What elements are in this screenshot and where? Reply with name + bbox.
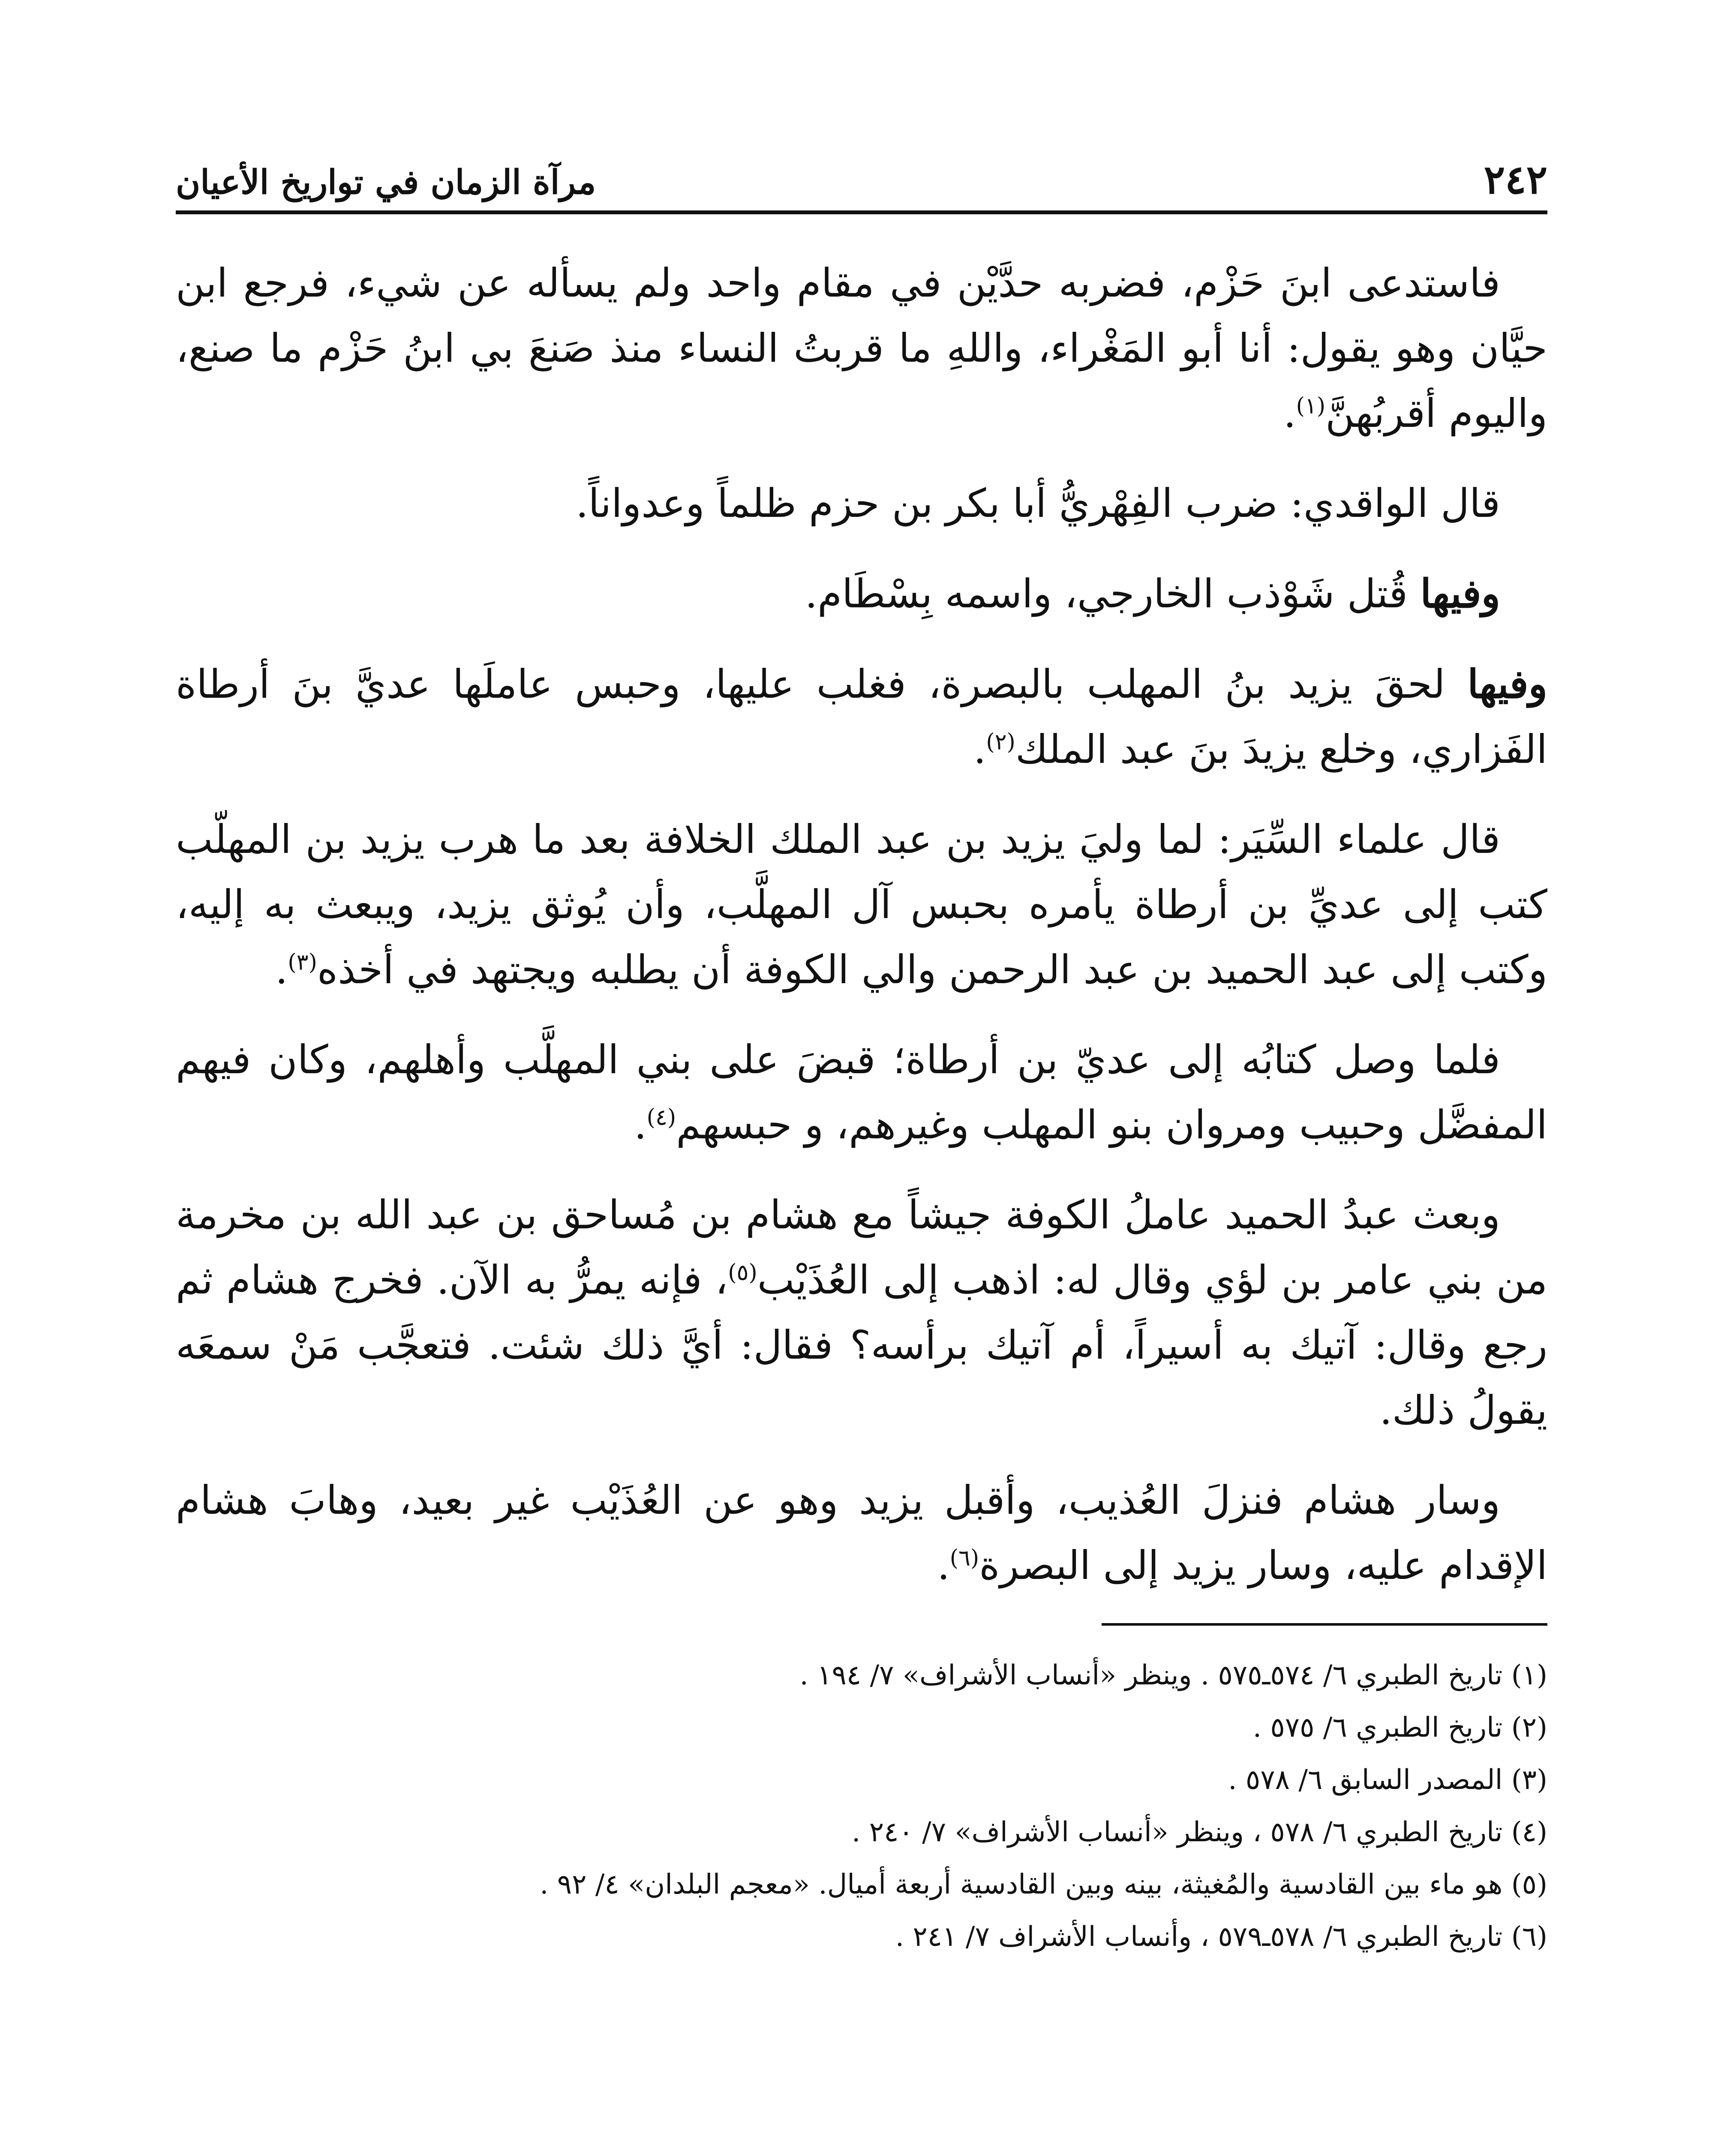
book-page	[176, 129, 1547, 2143]
paragraph-text: قال الواقدي: ضرب الفِهْريُّ أبا بكر بن حزم ظلماً وعدواناً.	[576, 480, 1500, 526]
paragraph-text: قال علماء السِّيَر: لما وليَ يزيد بن عبد الملك الخلافة بعد ما هرب يزيد بن المهلّب كتب إلى عديِّ بن أرطاة يأمره بحبس آل المهلَّب، وأن يُوثق يزيد، ويبعث به إليه، وكتب إلى عبد الحميد بن عبد الرحمن والي الكوفة أن يطلبه ويجتهد في أخذه	[176, 816, 1547, 993]
paragraph-text: فلما وصل كتابُه إلى عديّ بن أرطاة؛ قبضَ على بني المهلَّب وأهلهم، وكان فيهم المفضَّل وحبيب ومروان بنو المهلب وغيرهم، و حبسهم	[176, 1037, 1547, 1148]
paragraph-end: .	[1283, 390, 1296, 436]
paragraph-text: وبعث عبدُ الحميد عاملُ الكوفة جيشاً مع هشام بن مُساحق بن عبد الله بن مخرمة من بني عامر بن لؤي وقال له: اذهب إلى العُذَيْب	[176, 1192, 1547, 1303]
footnote: (٣) المصدر السابق ٦/ ٥٧٨ .	[1228, 1764, 1547, 1796]
running-header	[176, 129, 1547, 214]
paragraph-end: ، فإنه يمرُّ به الآن. فخرج هشام ثم رجع وقال: آتيك به أسيراً، أم آتيك برأسه؟ فقال: أيَّ ذلك شئت. فتعجَّب مَنْ سمعَه يقولُ ذلك.	[176, 1257, 1547, 1433]
footnote-separator	[1102, 1623, 1547, 1626]
paragraph	[176, 561, 1547, 627]
footnote: (٥) هو ماء بين القادسية والمُغيثة، بينه وبين القادسية أربعة أميال. «معجم البلدان» ٤/ ٩٢ .	[540, 1869, 1547, 1900]
paragraph	[176, 807, 1547, 1002]
footnote-ref: (٢)	[986, 729, 1015, 755]
footnote: (٢) تاريخ الطبري ٦/ ٥٧٥ .	[1252, 1712, 1547, 1744]
paragraph-end: .	[634, 1102, 647, 1148]
paragraph-lead: وفيها	[1420, 570, 1500, 617]
footnotes	[176, 1649, 1547, 1963]
paragraph	[176, 1468, 1547, 1598]
footnote: (٦) تاريخ الطبري ٦/ ٥٧٨ـ٥٧٩ ، وأنساب الأشراف ٧/ ٢٤١ .	[895, 1921, 1547, 1953]
footnote-ref: (٦)	[949, 1545, 979, 1571]
paragraph-text: لحقَ يزيد بنُ المهلب بالبصرة، فغلب عليها، وحبس عاملَها عديَّ بنَ أرطاة الفَزاري، وخلع يزيدَ بنَ عبد الملك	[176, 661, 1547, 772]
paragraph	[176, 1183, 1547, 1443]
paragraph-text: وسار هشام فنزلَ العُذيب، وأقبل يزيد وهو عن العُذَيْب غير بعيد، وهابَ هشام الإقدام عليه، وسار يزيد إلى البصرة	[176, 1477, 1547, 1588]
paragraph	[176, 1027, 1547, 1158]
page-number: ٢٤٢	[1484, 156, 1547, 203]
paragraph-end: .	[937, 1543, 950, 1588]
book-title: مرآة الزمان في تواريخ الأعيان	[176, 163, 596, 202]
main-text	[176, 251, 1547, 1598]
paragraph-text: فاستدعى ابنَ حَزْم، فضربه حدَّيْن في مقام واحد ولم يسأله عن شيء، فرجع ابن حيَّان وهو يقول: أنا أبو المَغْراء، واللهِ ما قربتُ النساء منذ صَنعَ بي ابنُ حَزْم ما صنع، واليوم أقربُهنَّ	[176, 260, 1547, 436]
footnote-ref: (٤)	[646, 1105, 676, 1131]
footnote: (١) تاريخ الطبري ٦/ ٥٧٤ـ٥٧٥ . وينظر «أنساب الأشراف» ٧/ ١٩٤ .	[799, 1660, 1547, 1691]
footnote-ref: (١)	[1296, 393, 1326, 419]
paragraph-end: .	[973, 726, 986, 772]
paragraph-end: .	[275, 947, 288, 993]
footnote-ref: (٥)	[728, 1260, 757, 1286]
paragraph-lead: وفيها	[1467, 661, 1547, 707]
paragraph-text: قُتل شَوْذب الخارجي، واسمه بِسْطَام.	[805, 571, 1421, 617]
footnote-ref: (٣)	[288, 949, 317, 975]
paragraph	[176, 251, 1547, 446]
paragraph	[176, 651, 1547, 782]
paragraph	[176, 471, 1547, 536]
footnote: (٤) تاريخ الطبري ٦/ ٥٧٨ ، وينظر «أنساب الأشراف» ٧/ ٢٤٠ .	[852, 1816, 1547, 1848]
